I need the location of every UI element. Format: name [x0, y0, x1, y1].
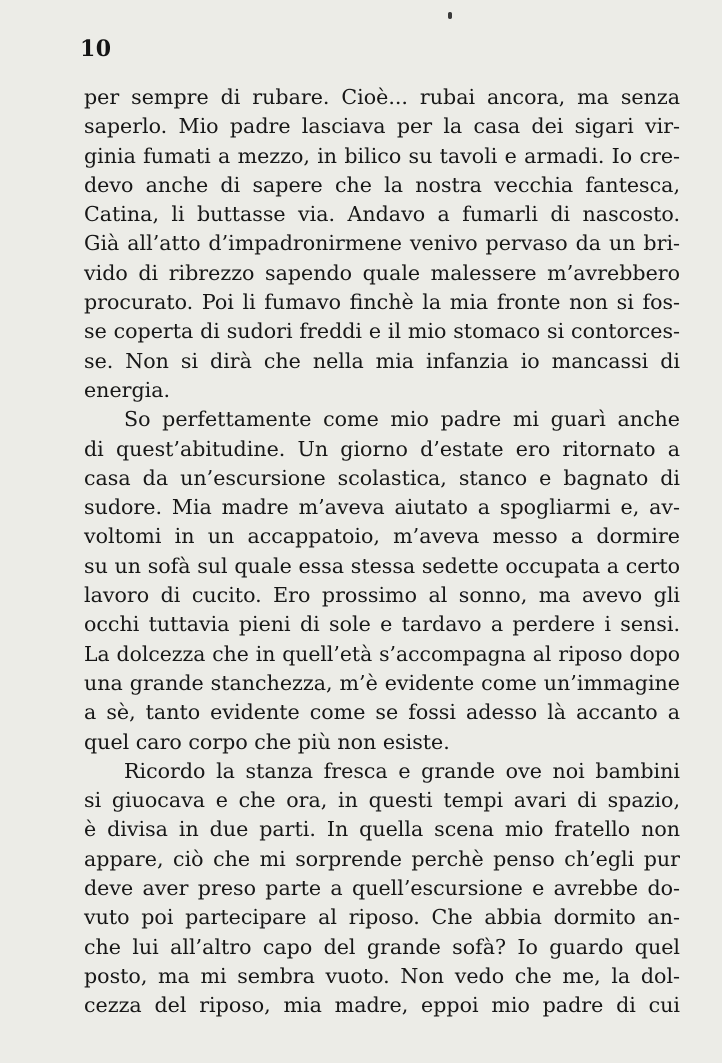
- paragraph: [84, 757, 680, 1021]
- text-line: su un sofà sul quale essa stessa sedette occupata a certo: [84, 553, 680, 578]
- page-number: 10: [80, 36, 112, 62]
- text-line: Ricordo la stanza fresca e grande ove noi bambini: [124, 758, 680, 783]
- ink-speck: [448, 12, 452, 19]
- text-line: vuto poi partecipare al riposo. Che abbia dormito an-: [84, 905, 680, 930]
- text-line: appare, ciò che mi sorprende perchè penso ch’egli pur: [84, 846, 680, 871]
- text-line: se coperta di sudori freddi e il mio stomaco si contorces-: [84, 319, 680, 344]
- text-line: di quest’abitudine. Un giorno d’estate ero ritornato a: [84, 436, 680, 461]
- text-line: una grande stanchezza, m’è evidente come un’immagine: [84, 670, 680, 695]
- text-line: La dolcezza che in quell’età s’accompagna al riposo dopo: [84, 641, 680, 666]
- text-line: occhi tuttavia pieni di sole e tardavo a perdere i sensi.: [84, 612, 680, 637]
- text-line: si giuocava e che ora, in questi tempi avari di spazio,: [84, 788, 680, 813]
- text-line: ginia fumati a mezzo, in bilico su tavoli e armadi. Io cre-: [84, 143, 680, 168]
- text-line: deve aver preso parte a quell’escursione e avrebbe do-: [84, 876, 680, 901]
- text-line: voltomi in un accappatoio, m’aveva messo a dormire: [84, 524, 680, 549]
- text-line: So perfettamente come mio padre mi guarì anche: [124, 407, 680, 432]
- paragraph: [84, 83, 680, 405]
- text-line: se. Non si dirà che nella mia infanzia io mancassi di: [84, 348, 680, 373]
- text-line: per sempre di rubare. Cioè... rubai ancora, ma senza: [84, 85, 680, 109]
- text-line: a sè, tanto evidente come se fossi adesso là accanto a: [84, 700, 680, 725]
- paragraph: [84, 405, 680, 757]
- text-line: energia.: [84, 377, 171, 402]
- text-line: devo anche di sapere che la nostra vecchia fantesca,: [84, 172, 680, 197]
- text-line: saperlo. Mio padre lasciava per la casa dei sigari vir-: [84, 114, 680, 139]
- text-line: Catina, li buttasse via. Andavo a fumarli di nascosto.: [84, 202, 680, 227]
- text-line: quel caro corpo che più non esiste.: [84, 729, 450, 754]
- text-line: procurato. Poi li fumavo finchè la mia fronte non si fos-: [84, 290, 680, 315]
- body-text: [84, 83, 680, 1021]
- text-line: Già all’atto d’impadronirmene venivo pervaso da un bri-: [84, 231, 680, 256]
- text-line: posto, ma mi sembra vuoto. Non vedo che me, la dol-: [84, 963, 680, 988]
- text-line: lavoro di cucito. Ero prossimo al sonno, ma avevo gli: [84, 583, 680, 608]
- text-line: sudore. Mia madre m’aveva aiutato a spogliarmi e, av-: [84, 495, 680, 520]
- text-line: cezza del riposo, mia madre, eppoi mio padre di cui: [84, 993, 680, 1018]
- text-line: casa da un’escursione scolastica, stanco e bagnato di: [84, 465, 680, 490]
- text-line: vido di ribrezzo sapendo quale malessere m’avrebbero: [84, 260, 680, 285]
- text-line: è divisa in due parti. In quella scena mio fratello non: [84, 817, 680, 842]
- text-line: che lui all’altro capo del grande sofà? Io guardo quel: [84, 934, 680, 959]
